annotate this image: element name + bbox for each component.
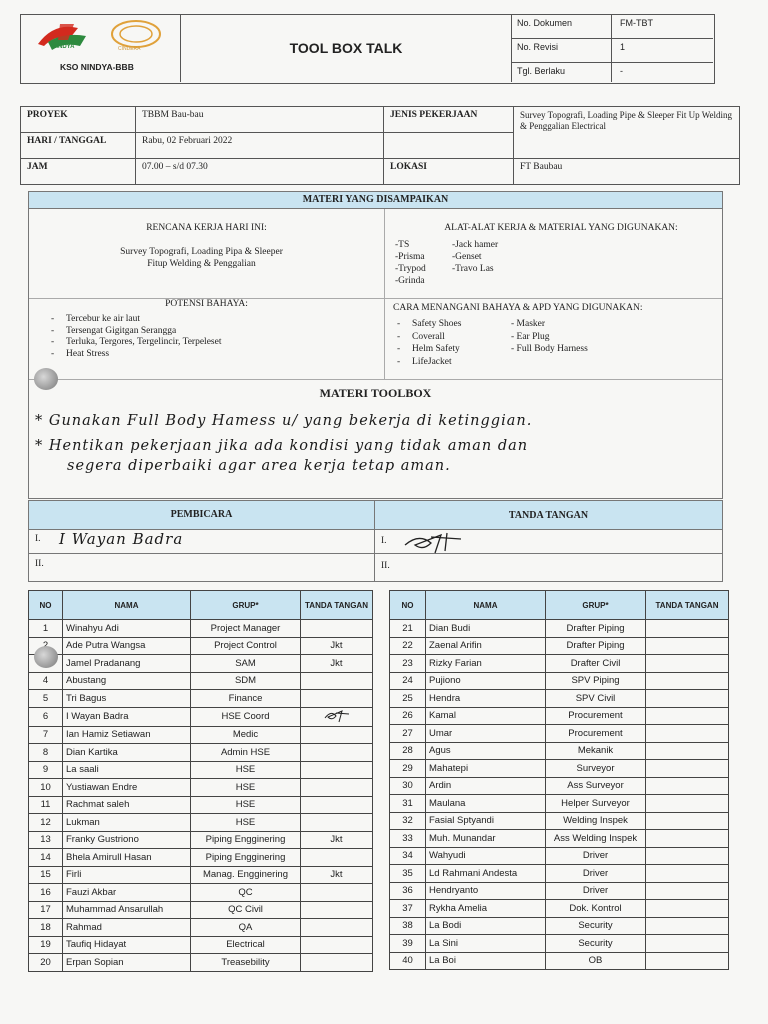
meta-value: FM-TBT (620, 18, 653, 28)
row-no: 7 (29, 726, 63, 744)
table-row (390, 935, 729, 953)
attendance-table-right (389, 590, 729, 970)
speaker-1-name: I Wayan Badra (59, 530, 184, 548)
row-tanda: Jkt (301, 637, 373, 655)
row-nama: Abustang (63, 672, 191, 690)
col-grup: GRUP* (191, 591, 301, 620)
meta-value: 1 (620, 42, 626, 52)
row-grup: Welding Inspek (546, 812, 646, 830)
potensi-item: - Heat Stress (51, 348, 110, 359)
logo-text-2: CINDERA (118, 46, 141, 52)
row-grup: Mekanik (546, 742, 646, 760)
row-grup: SDM (191, 672, 301, 690)
row-grup: Manag. Engginering (191, 866, 301, 884)
row-no: 12 (29, 814, 63, 832)
table-row (390, 952, 729, 970)
pembicara-section (28, 500, 723, 582)
row-grup: QA (191, 919, 301, 937)
row-grup: HSE (191, 814, 301, 832)
row-tanda (646, 952, 729, 970)
row-no: 31 (390, 795, 426, 813)
jenis-value: Survey Topografi, Loading Pipe & Sleeper Fit Up Welding & Penggalian Electrical (514, 107, 740, 159)
row-tanda (646, 760, 729, 778)
row-tanda (646, 847, 729, 865)
signature-2-label: II. (381, 561, 390, 571)
jenis-label: JENIS PEKERJAAN (384, 107, 514, 133)
row-no: 22 (390, 637, 426, 655)
row-tanda (301, 919, 373, 937)
row-tanda (646, 900, 729, 918)
row-no: 38 (390, 917, 426, 935)
table-row (29, 901, 373, 919)
col-no: NO (390, 591, 426, 620)
row-nama: Ardin (426, 777, 546, 795)
row-grup: Ass Welding Inspek (546, 830, 646, 848)
toolbox-note-3: segera diperbaiki agar area kerja tetap aman. (67, 458, 451, 474)
row-tanda (646, 795, 729, 813)
row-no: 35 (390, 865, 426, 883)
row-no: 29 (390, 760, 426, 778)
table-row (29, 761, 373, 779)
meta-value: - (620, 66, 623, 76)
row-grup: Driver (546, 865, 646, 883)
row-grup: Security (546, 935, 646, 953)
meta-doc-no (512, 14, 713, 39)
punch-hole-icon (34, 368, 58, 390)
row-no: 16 (29, 884, 63, 902)
row-grup: Driver (546, 882, 646, 900)
punch-hole-icon (34, 646, 58, 668)
row-grup: Dok. Kontrol (546, 900, 646, 918)
table-row (390, 760, 729, 778)
signature-icon (322, 708, 352, 723)
row-no: 14 (29, 849, 63, 867)
row-tanda (646, 655, 729, 673)
alat-item: -Prisma (395, 252, 425, 262)
table-row (390, 900, 729, 918)
row-nama: Dian Kartika (63, 744, 191, 762)
row-no: 24 (390, 672, 426, 690)
row-grup: HSE Coord (191, 707, 301, 726)
table-row (29, 620, 373, 638)
row-tanda (301, 796, 373, 814)
potensi-title: POTENSI BAHAYA: (165, 299, 248, 309)
row-nama: Lukman (63, 814, 191, 832)
row-nama: Agus (426, 742, 546, 760)
table-row (29, 954, 373, 972)
row-nama: Umar (426, 725, 546, 743)
row-no: 23 (390, 655, 426, 673)
row-no: 25 (390, 690, 426, 708)
alat-item: -Jack hamer (452, 240, 499, 250)
table-row (390, 672, 729, 690)
lokasi-label: LOKASI (384, 159, 514, 185)
cara-title: CARA MENANGANI BAHAYA & APD YANG DIGUNAKAN: (393, 303, 643, 313)
row-grup: Medic (191, 726, 301, 744)
row-no: 20 (29, 954, 63, 972)
project-info-table (20, 106, 740, 185)
row-no: 27 (390, 725, 426, 743)
row-nama: Bhela Amirull Hasan (63, 849, 191, 867)
row-tanda (301, 779, 373, 797)
row-tanda (301, 761, 373, 779)
row-nama: La Sini (426, 935, 546, 953)
row-no: 33 (390, 830, 426, 848)
row-grup: SPV Civil (546, 690, 646, 708)
row-grup: QC (191, 884, 301, 902)
row-tanda (301, 901, 373, 919)
nindya-logo-icon (34, 20, 104, 56)
apd-item: - LifeJacket (397, 356, 452, 367)
table-row (29, 919, 373, 937)
row-tanda (646, 637, 729, 655)
rencana-line-2: Fitup Welding & Penggalian (147, 259, 256, 269)
table-row (29, 655, 373, 673)
row-grup: QC Civil (191, 901, 301, 919)
table-row (29, 672, 373, 690)
table-row (29, 779, 373, 797)
alat-left-list (395, 239, 426, 287)
col-tanda: TANDA TANGAN (646, 591, 729, 620)
row-tanda (646, 865, 729, 883)
jam-value: 07.00 – s/d 07.30 (136, 159, 384, 185)
row-nama: Muh. Munandar (426, 830, 546, 848)
row-nama: Hendryanto (426, 882, 546, 900)
col-no: NO (29, 591, 63, 620)
row-grup: HSE (191, 761, 301, 779)
row-tanda (301, 707, 373, 726)
row-nama: Rizky Farian (426, 655, 546, 673)
lokasi-value: FT Baubau (514, 159, 740, 185)
meta-valid-date (512, 62, 713, 82)
table-row (390, 777, 729, 795)
row-tanda: Jkt (301, 866, 373, 884)
row-tanda (301, 849, 373, 867)
row-tanda (301, 814, 373, 832)
row-grup: Treasebility (191, 954, 301, 972)
row-tanda (646, 882, 729, 900)
row-nama: Zaenal Arifin (426, 637, 546, 655)
row-no: 39 (390, 935, 426, 953)
row-no: 36 (390, 882, 426, 900)
row-tanda (646, 725, 729, 743)
row-no: 18 (29, 919, 63, 937)
proyek-label: PROYEK (21, 107, 136, 133)
row-nama: Rykha Amelia (426, 900, 546, 918)
col-nama: NAMA (426, 591, 546, 620)
row-nama: Firli (63, 866, 191, 884)
row-nama: Ian Hamiz Setiawan (63, 726, 191, 744)
meta-label: Tgl. Berlaku (512, 62, 612, 82)
row-tanda (646, 690, 729, 708)
alat-item: -Trypod (395, 264, 426, 274)
table-row (390, 655, 729, 673)
row-tanda: Jkt (301, 655, 373, 673)
table-row (390, 620, 729, 638)
row-no: 40 (390, 952, 426, 970)
row-tanda (646, 672, 729, 690)
row-grup: SAM (191, 655, 301, 673)
row-grup: Procurement (546, 725, 646, 743)
apd-item: - Ear Plug (511, 331, 550, 342)
materi-title: MATERI YANG DISAMPAIKAN (29, 192, 722, 209)
row-no: 19 (29, 936, 63, 954)
apd-item: - Safety Shoes (397, 319, 462, 329)
row-no: 13 (29, 831, 63, 849)
row-nama: La Boi (426, 952, 546, 970)
row-tanda (301, 690, 373, 708)
hari-value: Rabu, 02 Februari 2022 (136, 133, 384, 159)
row-no: 30 (390, 777, 426, 795)
row-no: 6 (29, 707, 63, 726)
row-grup: Helper Surveyor (546, 795, 646, 813)
signature-1-icon (401, 529, 471, 555)
empty-cell (384, 133, 514, 159)
row-no: 15 (29, 866, 63, 884)
table-row (29, 831, 373, 849)
row-no: 17 (29, 901, 63, 919)
row-no: 26 (390, 707, 426, 725)
row-tanda (646, 707, 729, 725)
materi-section (28, 191, 723, 499)
table-row (29, 936, 373, 954)
table-row (29, 637, 373, 655)
row-grup: SPV Piping (546, 672, 646, 690)
row-tanda (301, 936, 373, 954)
toolbox-note-2: * Hentikan pekerjaan jika ada kondisi yang tidak aman dan (35, 438, 529, 454)
row-nama: Hendra (426, 690, 546, 708)
row-tanda: Jkt (301, 831, 373, 849)
signature-1-label: I. (381, 536, 387, 546)
table-row (390, 847, 729, 865)
row-tanda (646, 742, 729, 760)
table-row (390, 865, 729, 883)
row-no: 32 (390, 812, 426, 830)
row-nama: Winahyu Adi (63, 620, 191, 638)
row-no: 9 (29, 761, 63, 779)
toolbox-note-1: * Gunakan Full Body Hamess u/ yang bekerja di ketinggian. (35, 413, 533, 429)
row-tanda (301, 620, 373, 638)
table-row (390, 812, 729, 830)
row-nama: Kamal (426, 707, 546, 725)
speaker-2-label: II. (35, 559, 44, 569)
table-row (29, 884, 373, 902)
row-no: 4 (29, 672, 63, 690)
apd-item: - Full Body Harness (511, 344, 588, 354)
row-no: 11 (29, 796, 63, 814)
potensi-list (51, 314, 221, 360)
row-nama: Jamel Pradanang (63, 655, 191, 673)
pembicara-title: PEMBICARA (29, 501, 375, 530)
cara-right-list (511, 318, 588, 356)
potensi-item: - Tersengat Gigitgan Serangga (51, 325, 177, 336)
alat-right-list (452, 239, 498, 275)
row-no: 1 (29, 620, 63, 638)
row-nama: Tri Bagus (63, 690, 191, 708)
potensi-item: - Terluka, Tergores, Tergelincir, Terpeleset (51, 337, 222, 347)
row-grup: Drafter Piping (546, 620, 646, 638)
row-nama: Wahyudi (426, 847, 546, 865)
row-grup: Procurement (546, 707, 646, 725)
row-grup: Project Manager (191, 620, 301, 638)
row-grup: OB (546, 952, 646, 970)
row-nama: Yustiawan Endre (63, 779, 191, 797)
attendance-table-left (28, 590, 373, 972)
row-tanda (646, 917, 729, 935)
row-nama: Dian Budi (426, 620, 546, 638)
rencana-title: RENCANA KERJA HARI INI: (146, 223, 267, 233)
table-row (390, 742, 729, 760)
table-row (390, 882, 729, 900)
row-tanda (646, 812, 729, 830)
logo-area (20, 14, 181, 82)
row-grup: Drafter Piping (546, 637, 646, 655)
row-grup: Piping Engginering (191, 849, 301, 867)
col-nama: NAMA (63, 591, 191, 620)
row-nama: Maulana (426, 795, 546, 813)
row-nama: Rahmad (63, 919, 191, 937)
table-row (29, 744, 373, 762)
row-nama: Erpan Sopian (63, 954, 191, 972)
row-no: 10 (29, 779, 63, 797)
row-nama: Mahatepi (426, 760, 546, 778)
table-row (390, 707, 729, 725)
meta-label: No. Revisi (512, 38, 612, 62)
row-grup: Project Control (191, 637, 301, 655)
row-no: 37 (390, 900, 426, 918)
row-nama: Fauzi Akbar (63, 884, 191, 902)
row-grup: Security (546, 917, 646, 935)
table-row (29, 690, 373, 708)
row-grup: HSE (191, 796, 301, 814)
table-row (29, 849, 373, 867)
row-nama: Franky Gustriono (63, 831, 191, 849)
row-tanda (301, 884, 373, 902)
row-nama: La saali (63, 761, 191, 779)
row-tanda (301, 672, 373, 690)
row-nama: Rachmat saleh (63, 796, 191, 814)
row-no: 34 (390, 847, 426, 865)
meta-label: No. Dokumen (512, 14, 612, 38)
form-title: TOOL BOX TALK (181, 14, 512, 82)
table-row (29, 796, 373, 814)
row-no: 21 (390, 620, 426, 638)
table-row (390, 725, 729, 743)
table-row (390, 830, 729, 848)
apd-item: - Helm Safety (397, 344, 460, 354)
rencana-line-1: Survey Topografi, Loading Pipa & Sleeper (120, 247, 283, 257)
row-nama: Taufiq Hidayat (63, 936, 191, 954)
row-grup: HSE (191, 779, 301, 797)
table-row (29, 726, 373, 744)
row-no: 28 (390, 742, 426, 760)
alat-item: -TS (395, 240, 410, 250)
row-nama: I Wayan Badra (63, 707, 191, 726)
row-nama: Pujiono (426, 672, 546, 690)
row-tanda (301, 744, 373, 762)
row-nama: Ld Rahmani Andesta (426, 865, 546, 883)
hari-label: HARI / TANGGAL (21, 133, 136, 159)
row-tanda (646, 935, 729, 953)
row-grup: Ass Surveyor (546, 777, 646, 795)
table-row (390, 795, 729, 813)
row-nama: Fasial Sptyandi (426, 812, 546, 830)
table-row (29, 707, 373, 726)
alat-item: -Genset (452, 252, 482, 262)
proyek-value: TBBM Bau-bau (136, 107, 384, 133)
meta-revision (512, 38, 713, 63)
row-tanda (646, 620, 729, 638)
row-no: 5 (29, 690, 63, 708)
row-nama: La Bodi (426, 917, 546, 935)
row-no: 8 (29, 744, 63, 762)
alat-item: -Grinda (395, 276, 425, 286)
row-grup: Driver (546, 847, 646, 865)
row-grup: Electrical (191, 936, 301, 954)
row-grup: Admin HSE (191, 744, 301, 762)
logo-text: NINDYA (52, 44, 75, 50)
row-grup: Piping Engginering (191, 831, 301, 849)
row-tanda (301, 954, 373, 972)
table-row (390, 690, 729, 708)
row-grup: Drafter Civil (546, 655, 646, 673)
tanda-tangan-title: TANDA TANGAN (375, 501, 722, 530)
table-row (390, 917, 729, 935)
row-tanda (646, 777, 729, 795)
speaker-1-label: I. (35, 534, 41, 544)
row-grup: Finance (191, 690, 301, 708)
row-nama: Ade Putra Wangsa (63, 637, 191, 655)
cara-left-list (397, 318, 461, 368)
row-tanda (301, 726, 373, 744)
table-row (29, 866, 373, 884)
col-grup: GRUP* (546, 591, 646, 620)
table-row (390, 637, 729, 655)
potensi-item: - Tercebur ke air laut (51, 314, 141, 324)
alat-title: ALAT-ALAT KERJA & MATERIAL YANG DIGUNAKAN: (444, 223, 678, 233)
alat-item: -Travo Las (452, 264, 494, 274)
row-tanda (646, 830, 729, 848)
col-tanda: TANDA TANGAN (301, 591, 373, 620)
row-grup: Surveyor (546, 760, 646, 778)
apd-item: - Coverall (397, 331, 445, 342)
apd-item: - Masker (511, 319, 546, 329)
company-name: KSO NINDYA-BBB (60, 62, 134, 72)
row-nama: Muhammad Ansarullah (63, 901, 191, 919)
toolbox-title: MATERI TOOLBOX (319, 386, 432, 400)
table-row (29, 814, 373, 832)
jam-label: JAM (21, 159, 136, 185)
